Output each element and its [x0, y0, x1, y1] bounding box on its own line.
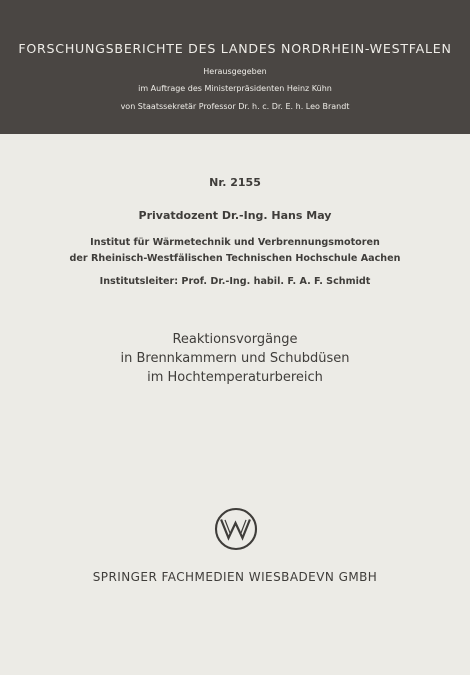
publisher-name: SPRINGER FACHMEDIEN WIESBADEVN GMBH	[92, 570, 378, 584]
university-name: der Rheinisch-Westfälischen Technischen Hochschule Aachen	[69, 253, 401, 264]
book-title-line: im Hochtemperaturbereich	[147, 370, 323, 385]
series-header	[0, 0, 470, 134]
editor-label: Herausgegeben	[203, 67, 267, 76]
author-name: Privatdozent Dr.-Ing. Hans May	[138, 209, 332, 222]
institute-head: Institutsleiter: Prof. Dr.-Ing. habil. F. A. F. Schmidt	[99, 276, 371, 287]
report-number: Nr. 2155	[209, 176, 261, 189]
editor-name: von Staatssekretär Professor Dr. h. c. Dr. E. h. Leo Brandt	[120, 102, 350, 111]
institute-name: Institut für Wärmetechnik und Verbrennungsmotoren	[90, 237, 380, 248]
editor-commission: im Auftrage des Ministerpräsidenten Heinz Kühn	[138, 84, 332, 93]
springer-w-circle-logo-icon	[214, 507, 258, 551]
book-title-line: in Brennkammern und Schubdüsen	[120, 351, 350, 366]
series-title: FORSCHUNGSBERICHTE DES LANDES NORDRHEIN-WESTFALEN	[18, 41, 452, 56]
book-title-line: Reaktionsvorgänge	[172, 332, 298, 347]
